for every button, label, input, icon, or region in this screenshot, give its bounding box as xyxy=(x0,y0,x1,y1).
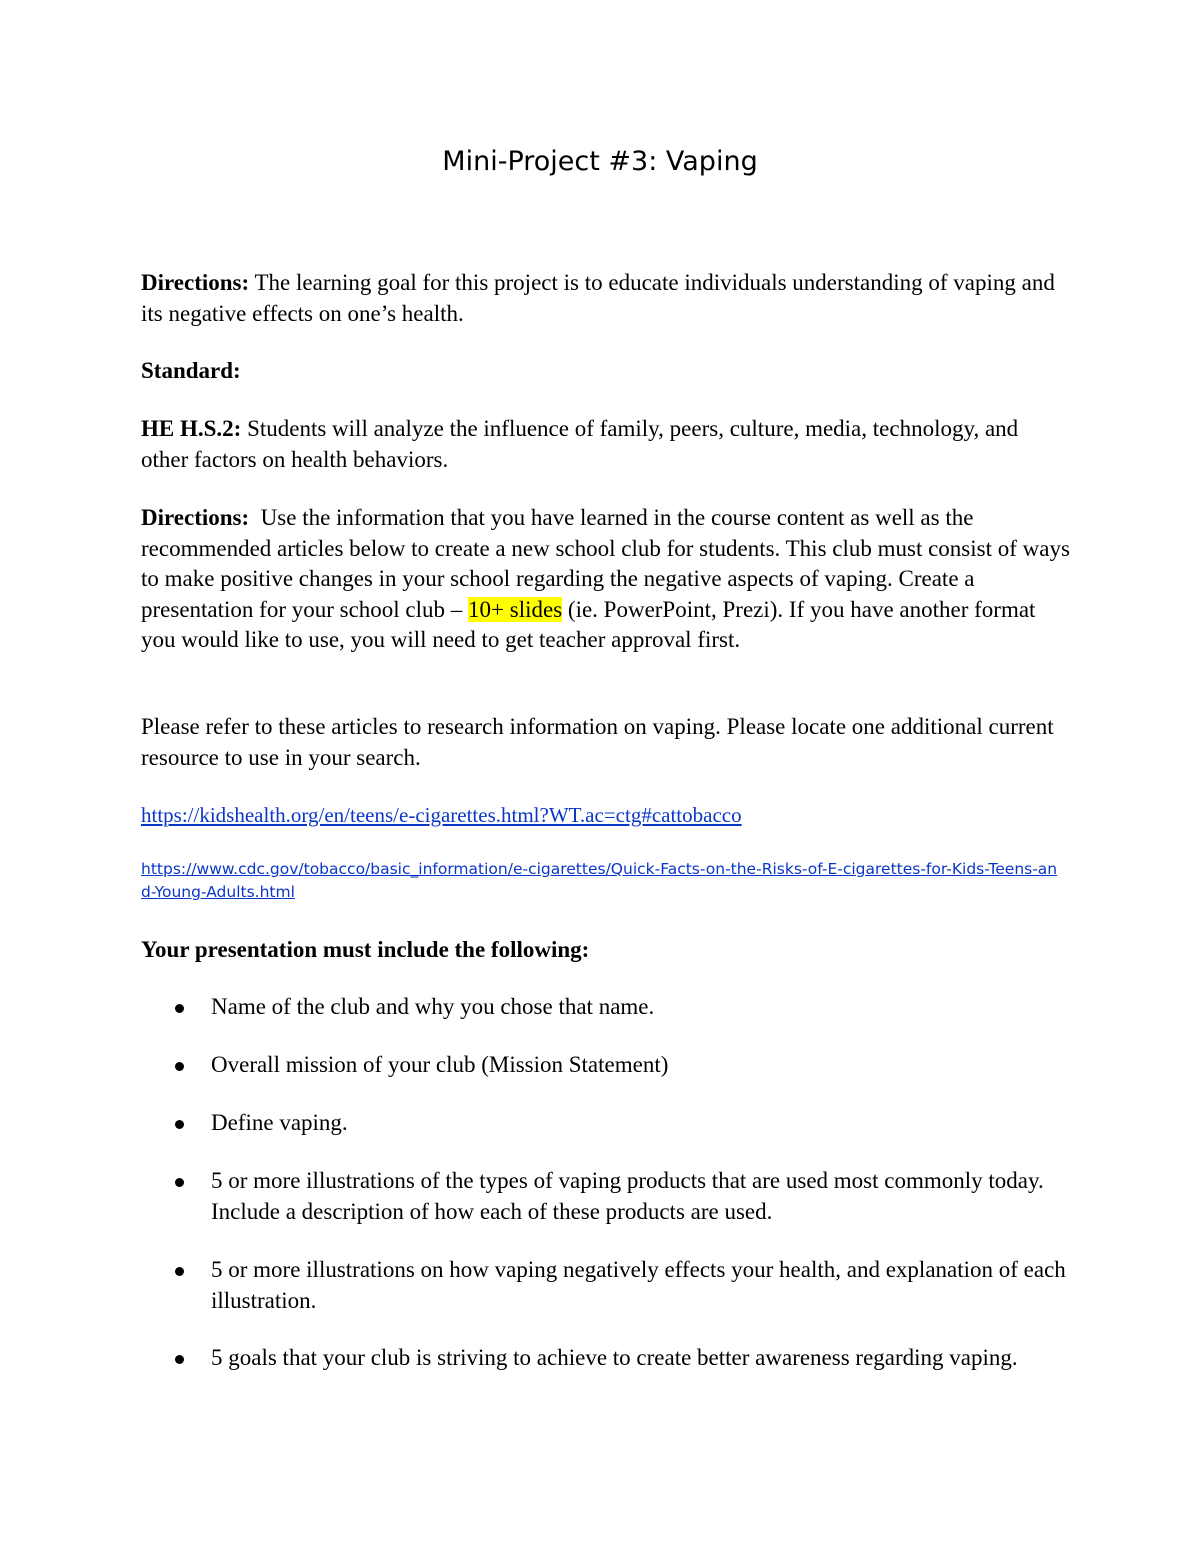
list-item xyxy=(141,1166,1081,1227)
standard-label: Standard: xyxy=(141,358,241,383)
link-cdc-paragraph xyxy=(141,858,1061,904)
directions-detail-text-end: (ie. PowerPoint, Prezi). If you have another format you would like to use, you will need to get teacher approval first. xyxy=(141,596,1036,652)
link-cdc[interactable]: https://www.cdc.gov/tobacco/basic_information/e-cigarettes/Quick-Facts-on-the-Risks-of-E-cigarettes-for-Kids-Teens-and-Young-Adults.html xyxy=(141,860,1058,901)
standard-paragraph xyxy=(141,356,1071,387)
link-kidshealth[interactable]: https://kidshealth.org/en/teens/e-cigarettes.html?WT.ac=ctg#cattobacco xyxy=(141,803,742,827)
list-item-text: Overall mission of your club (Mission Statement) xyxy=(211,1052,669,1077)
directions-label: Directions: xyxy=(141,270,250,295)
list-item-text: 5 or more illustrations of the types of vaping products that are used most commonly today. Include a description of how each of these products are used. xyxy=(211,1168,1044,1224)
standard-he-paragraph xyxy=(141,414,1071,475)
list-item-text: 5 or more illustrations on how vaping negatively effects your health, and explanation of each illustration. xyxy=(211,1257,1066,1313)
link-kidshealth-paragraph xyxy=(141,800,1071,831)
bullet-icon xyxy=(175,1178,184,1187)
bullet-icon xyxy=(175,1120,184,1129)
standard-he-label: HE H.S.2: xyxy=(141,416,242,441)
directions-detail-text: Use the information that you have learned in the course content as well as the recommended articles below to create a new school club for students. This club must consist of ways to make positive changes in your school regarding the negative aspects of vaping. Create a presentation for your school club – xyxy=(141,505,1076,622)
list-item xyxy=(141,992,1081,1023)
list-item xyxy=(141,1255,1081,1316)
slides-highlight: 10+ slides xyxy=(468,596,563,622)
refer-paragraph: Please refer to these articles to research information on vaping. Please locate one additional current resource to use in your search. xyxy=(141,714,1054,770)
bullet-icon xyxy=(175,1267,184,1276)
directions-text: The learning goal for this project is to educate individuals understanding of vaping and its negative effects on one’s health. xyxy=(141,270,1055,326)
include-heading-paragraph xyxy=(141,935,1071,966)
list-item-text: Define vaping. xyxy=(211,1110,348,1135)
list-item-text: 5 goals that your club is striving to achieve to create better awareness regarding vaping. xyxy=(211,1345,1018,1370)
list-item xyxy=(141,1108,1081,1139)
include-heading: Your presentation must include the following: xyxy=(141,937,590,962)
directions-paragraph xyxy=(141,268,1071,329)
list-item xyxy=(141,1050,1081,1081)
list-item-text: Name of the club and why you chose that name. xyxy=(211,994,655,1019)
list-item xyxy=(141,1343,1081,1374)
standard-he-text: Students will analyze the influence of family, peers, culture, media, technology, and other factors on health behaviors. xyxy=(141,416,1019,472)
bullet-icon xyxy=(175,1062,184,1071)
bullet-icon xyxy=(175,1355,184,1364)
directions-detail-label: Directions: xyxy=(141,505,250,530)
bullet-icon xyxy=(175,1004,184,1013)
document-title: Mini-Project #3: Vaping xyxy=(442,146,758,177)
directions-detail-paragraph xyxy=(141,503,1076,656)
